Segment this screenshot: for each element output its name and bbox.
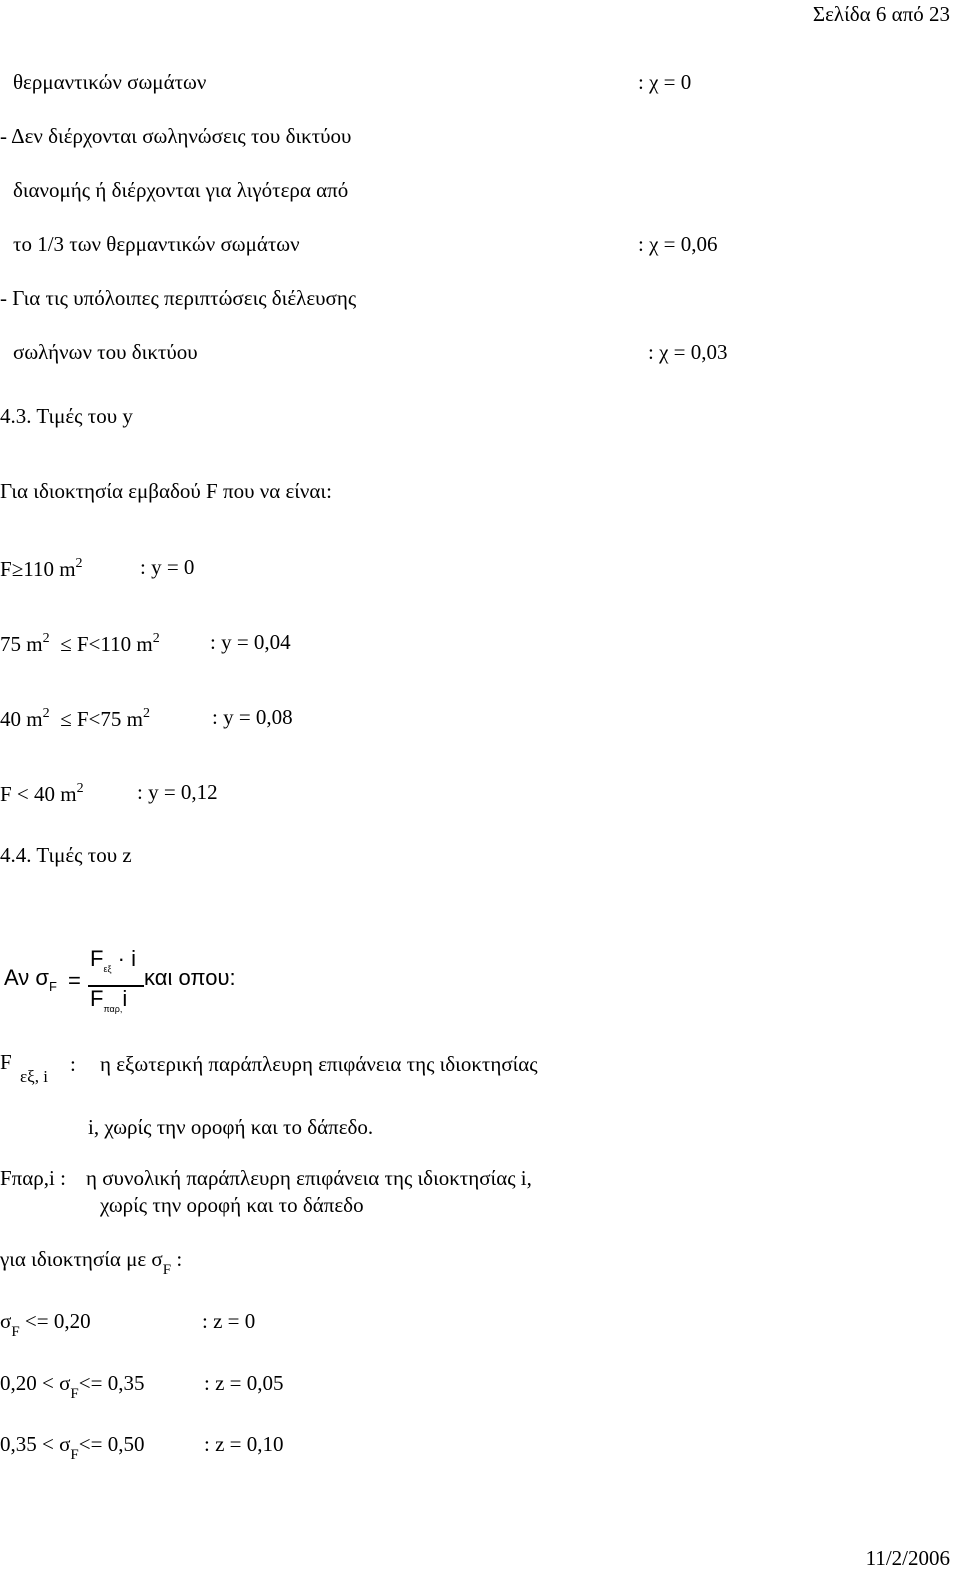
def-symbol-sub: εξ, i	[20, 1067, 48, 1086]
z-row-value: : z = 0,05	[204, 1371, 284, 1395]
formula-equals: =	[68, 968, 81, 993]
y-row-value: : y = 0,04	[210, 630, 291, 654]
def-text: η εξωτερική παράπλευρη επιφάνεια της ιδιοκτησίας	[100, 1052, 538, 1076]
section-heading-z: 4.4. Τιμές του z	[0, 843, 132, 867]
x-row-value: : χ = 0,06	[638, 232, 718, 256]
def-text: η συνολική παράπλευρη επιφάνεια της ιδιοκτησίας i,	[86, 1166, 532, 1190]
y-row-condition: F≥110 $m^2$	[0, 556, 83, 581]
x-row-text: - Για τις υπόλοιπες περιπτώσεις διέλευσης	[0, 286, 357, 310]
z-row-condition: $0,20 < \sigma_F<= 0,35$	[0, 1371, 145, 1402]
y-row-value: : y = 0,08	[212, 705, 293, 729]
x-row-value: : χ = 0	[638, 70, 692, 94]
z-row-value: : z = 0,10	[204, 1432, 284, 1456]
def-colon: :	[70, 1052, 76, 1076]
x-row-text: σωλήνων του δικτύου	[13, 340, 198, 364]
def-text-cont: χωρίς την οροφή και το δάπεδο	[100, 1193, 364, 1217]
z-row-condition: $\sigma_F <= 0,20$	[0, 1309, 91, 1340]
sigma-intro: για ιδιοκτησία με $\sigma_F$ :	[0, 1247, 183, 1278]
x-row-text: διανομής ή διέρχονται για λιγότερα από	[13, 178, 349, 202]
def-text-cont: i, χωρίς την οροφή και το δάπεδο.	[88, 1115, 374, 1139]
y-row-condition: 75 $m^2 \le F<110$ $m^2$	[0, 631, 160, 656]
def-symbol-fex: F	[0, 1050, 12, 1074]
z-row-condition: $0,35 < \sigma_F<= 0,50$	[0, 1432, 145, 1463]
x-row-text: - Δεν διέρχονται σωληνώσεις του δικτύου	[0, 124, 352, 148]
page-number: Σελίδα 6 από 23	[812, 2, 950, 26]
y-row-condition: F < 40 $m^2$	[0, 781, 84, 806]
formula-denominator: $F_{\pi\alpha\rho,}i$	[90, 986, 128, 1014]
y-row-value: : y = 0	[140, 555, 195, 579]
formula-lhs: Αν $\sigma_F$	[4, 965, 57, 994]
section-y-intro: Για ιδιοκτησία εμβαδού F που να είναι:	[0, 479, 332, 503]
z-row-value: : z = 0	[202, 1309, 256, 1333]
formula-rhs: και οπου:	[144, 965, 236, 990]
y-row-value: : y = 0,12	[137, 780, 218, 804]
x-row-value: : χ = 0,03	[648, 340, 728, 364]
formula-numerator: $F_{\varepsilon\xi} \cdot i$	[90, 946, 136, 974]
y-row-condition: 40 $m^2 \le F<75$ $m^2$	[0, 706, 150, 731]
footer-date: 11/2/2006	[865, 1546, 950, 1570]
x-row-text: θερμαντικών σωμάτων	[13, 70, 207, 94]
x-row-text: το 1/3 των θερμαντικών σωμάτων	[13, 232, 300, 256]
section-heading-y: 4.3. Τιμές του y	[0, 404, 133, 428]
def-symbol-fpar: Fπαρ,i :	[0, 1166, 66, 1190]
